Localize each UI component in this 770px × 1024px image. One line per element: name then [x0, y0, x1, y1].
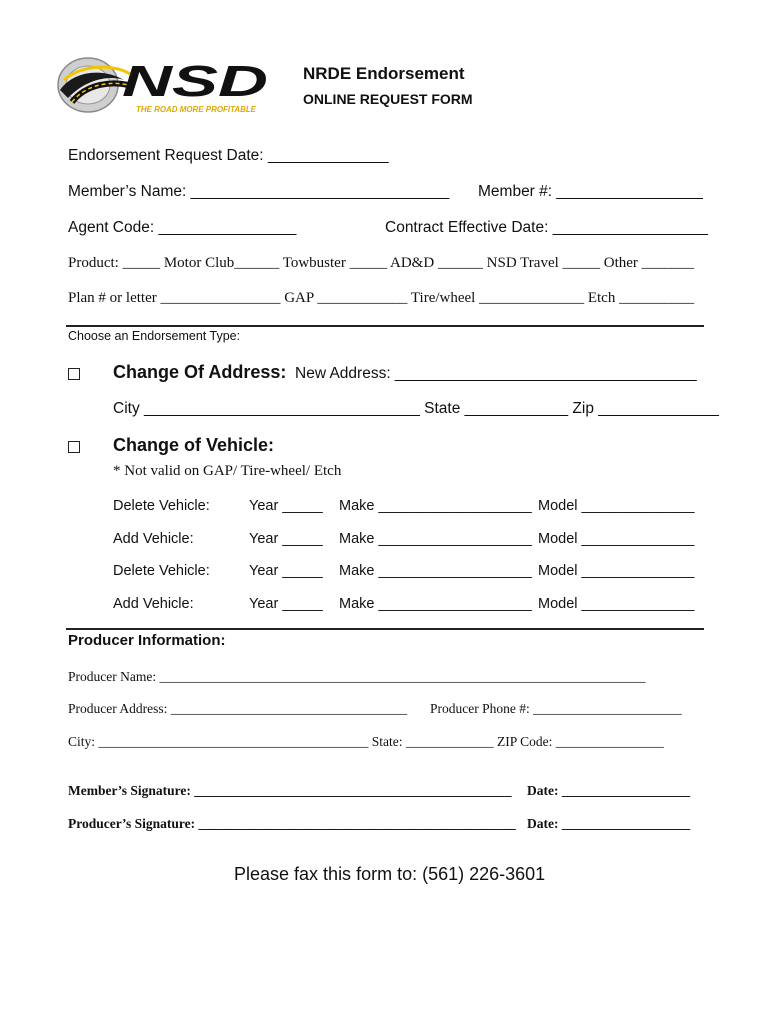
form-subtitle: ONLINE REQUEST FORM [303, 91, 473, 107]
city-state-zip-field[interactable]: City ________________________________ State ____________ Zip ______________ [113, 400, 719, 417]
choose-endorsement-label: Choose an Endorsement Type: [68, 329, 241, 343]
vehicle-make-field[interactable]: Make ___________________ [339, 531, 532, 547]
section-divider [66, 325, 704, 327]
form-title: NRDE Endorsement [303, 64, 465, 83]
change-of-address-checkbox[interactable] [68, 368, 80, 380]
producer-name-field[interactable]: Producer Name: ________________________________________________________________________ [68, 669, 646, 684]
section-divider [66, 628, 704, 630]
change-of-address-heading: Change Of Address: [113, 362, 287, 382]
vehicle-year-field[interactable]: Year _____ [249, 563, 323, 579]
product-line[interactable]: Product: _____ Motor Club______ Towbuster _____ AD&D ______ NSD Travel _____ Other _______ [68, 255, 695, 271]
member-signature-field[interactable]: Member’s Signature: _______________________________________________ [68, 783, 512, 798]
change-of-vehicle-heading: Change of Vehicle: [113, 435, 275, 455]
producer-city-state-zip-field[interactable]: City: ________________________________________ State: _____________ ZIP Code: ________________ [68, 734, 664, 749]
producer-signature-date-field[interactable]: Date: ___________________ [527, 816, 691, 831]
vehicle-make-field[interactable]: Make ___________________ [339, 596, 532, 612]
plan-line[interactable]: Plan # or letter ________________ GAP ____________ Tire/wheel ______________ Etch __________ [68, 290, 695, 306]
vehicle-year-field[interactable]: Year _____ [249, 596, 323, 612]
vehicle-model-field[interactable]: Model ______________ [538, 563, 695, 579]
producer-phone-field[interactable]: Producer Phone #: ______________________ [430, 701, 682, 716]
contract-date-field[interactable]: Contract Effective Date: __________________ [385, 219, 708, 236]
vehicle-make-field[interactable]: Make ___________________ [339, 498, 532, 514]
fax-instruction: Please fax this form to: (561) 226-3601 [234, 864, 546, 884]
nsd-logo [54, 50, 270, 120]
vehicle-make-field[interactable]: Make ___________________ [339, 563, 532, 579]
vehicle-model-field[interactable]: Model ______________ [538, 531, 695, 547]
vehicle-model-field[interactable]: Model ______________ [538, 498, 695, 514]
producer-info-heading: Producer Information: [68, 632, 226, 649]
vehicle-note: * Not valid on GAP/ Tire-wheel/ Etch [113, 463, 342, 479]
vehicle-year-field[interactable]: Year _____ [249, 498, 323, 514]
vehicle-row-label: Delete Vehicle: [113, 563, 210, 579]
producer-address-field[interactable]: Producer Address: ___________________________________ [68, 701, 407, 716]
member-signature-date-field[interactable]: Date: ___________________ [527, 783, 691, 798]
vehicle-row-label: Add Vehicle: [113, 596, 194, 612]
logo-tagline: THE ROAD MORE PROFITABLE [136, 104, 257, 114]
new-address-field[interactable]: New Address: ___________________________________ [295, 365, 697, 382]
logo-text: NSD [122, 57, 268, 106]
member-number-field[interactable]: Member #: _________________ [478, 183, 703, 200]
vehicle-row-label: Delete Vehicle: [113, 498, 210, 514]
vehicle-row-label: Add Vehicle: [113, 531, 194, 547]
request-date-field[interactable]: Endorsement Request Date: ______________ [68, 147, 389, 164]
change-of-vehicle-checkbox[interactable] [68, 441, 80, 453]
agent-code-field[interactable]: Agent Code: ________________ [68, 219, 297, 236]
vehicle-model-field[interactable]: Model ______________ [538, 596, 695, 612]
vehicle-year-field[interactable]: Year _____ [249, 531, 323, 547]
member-name-field[interactable]: Member’s Name: ______________________________ [68, 183, 450, 200]
producer-signature-field[interactable]: Producer’s Signature: _______________________________________________ [68, 816, 516, 831]
